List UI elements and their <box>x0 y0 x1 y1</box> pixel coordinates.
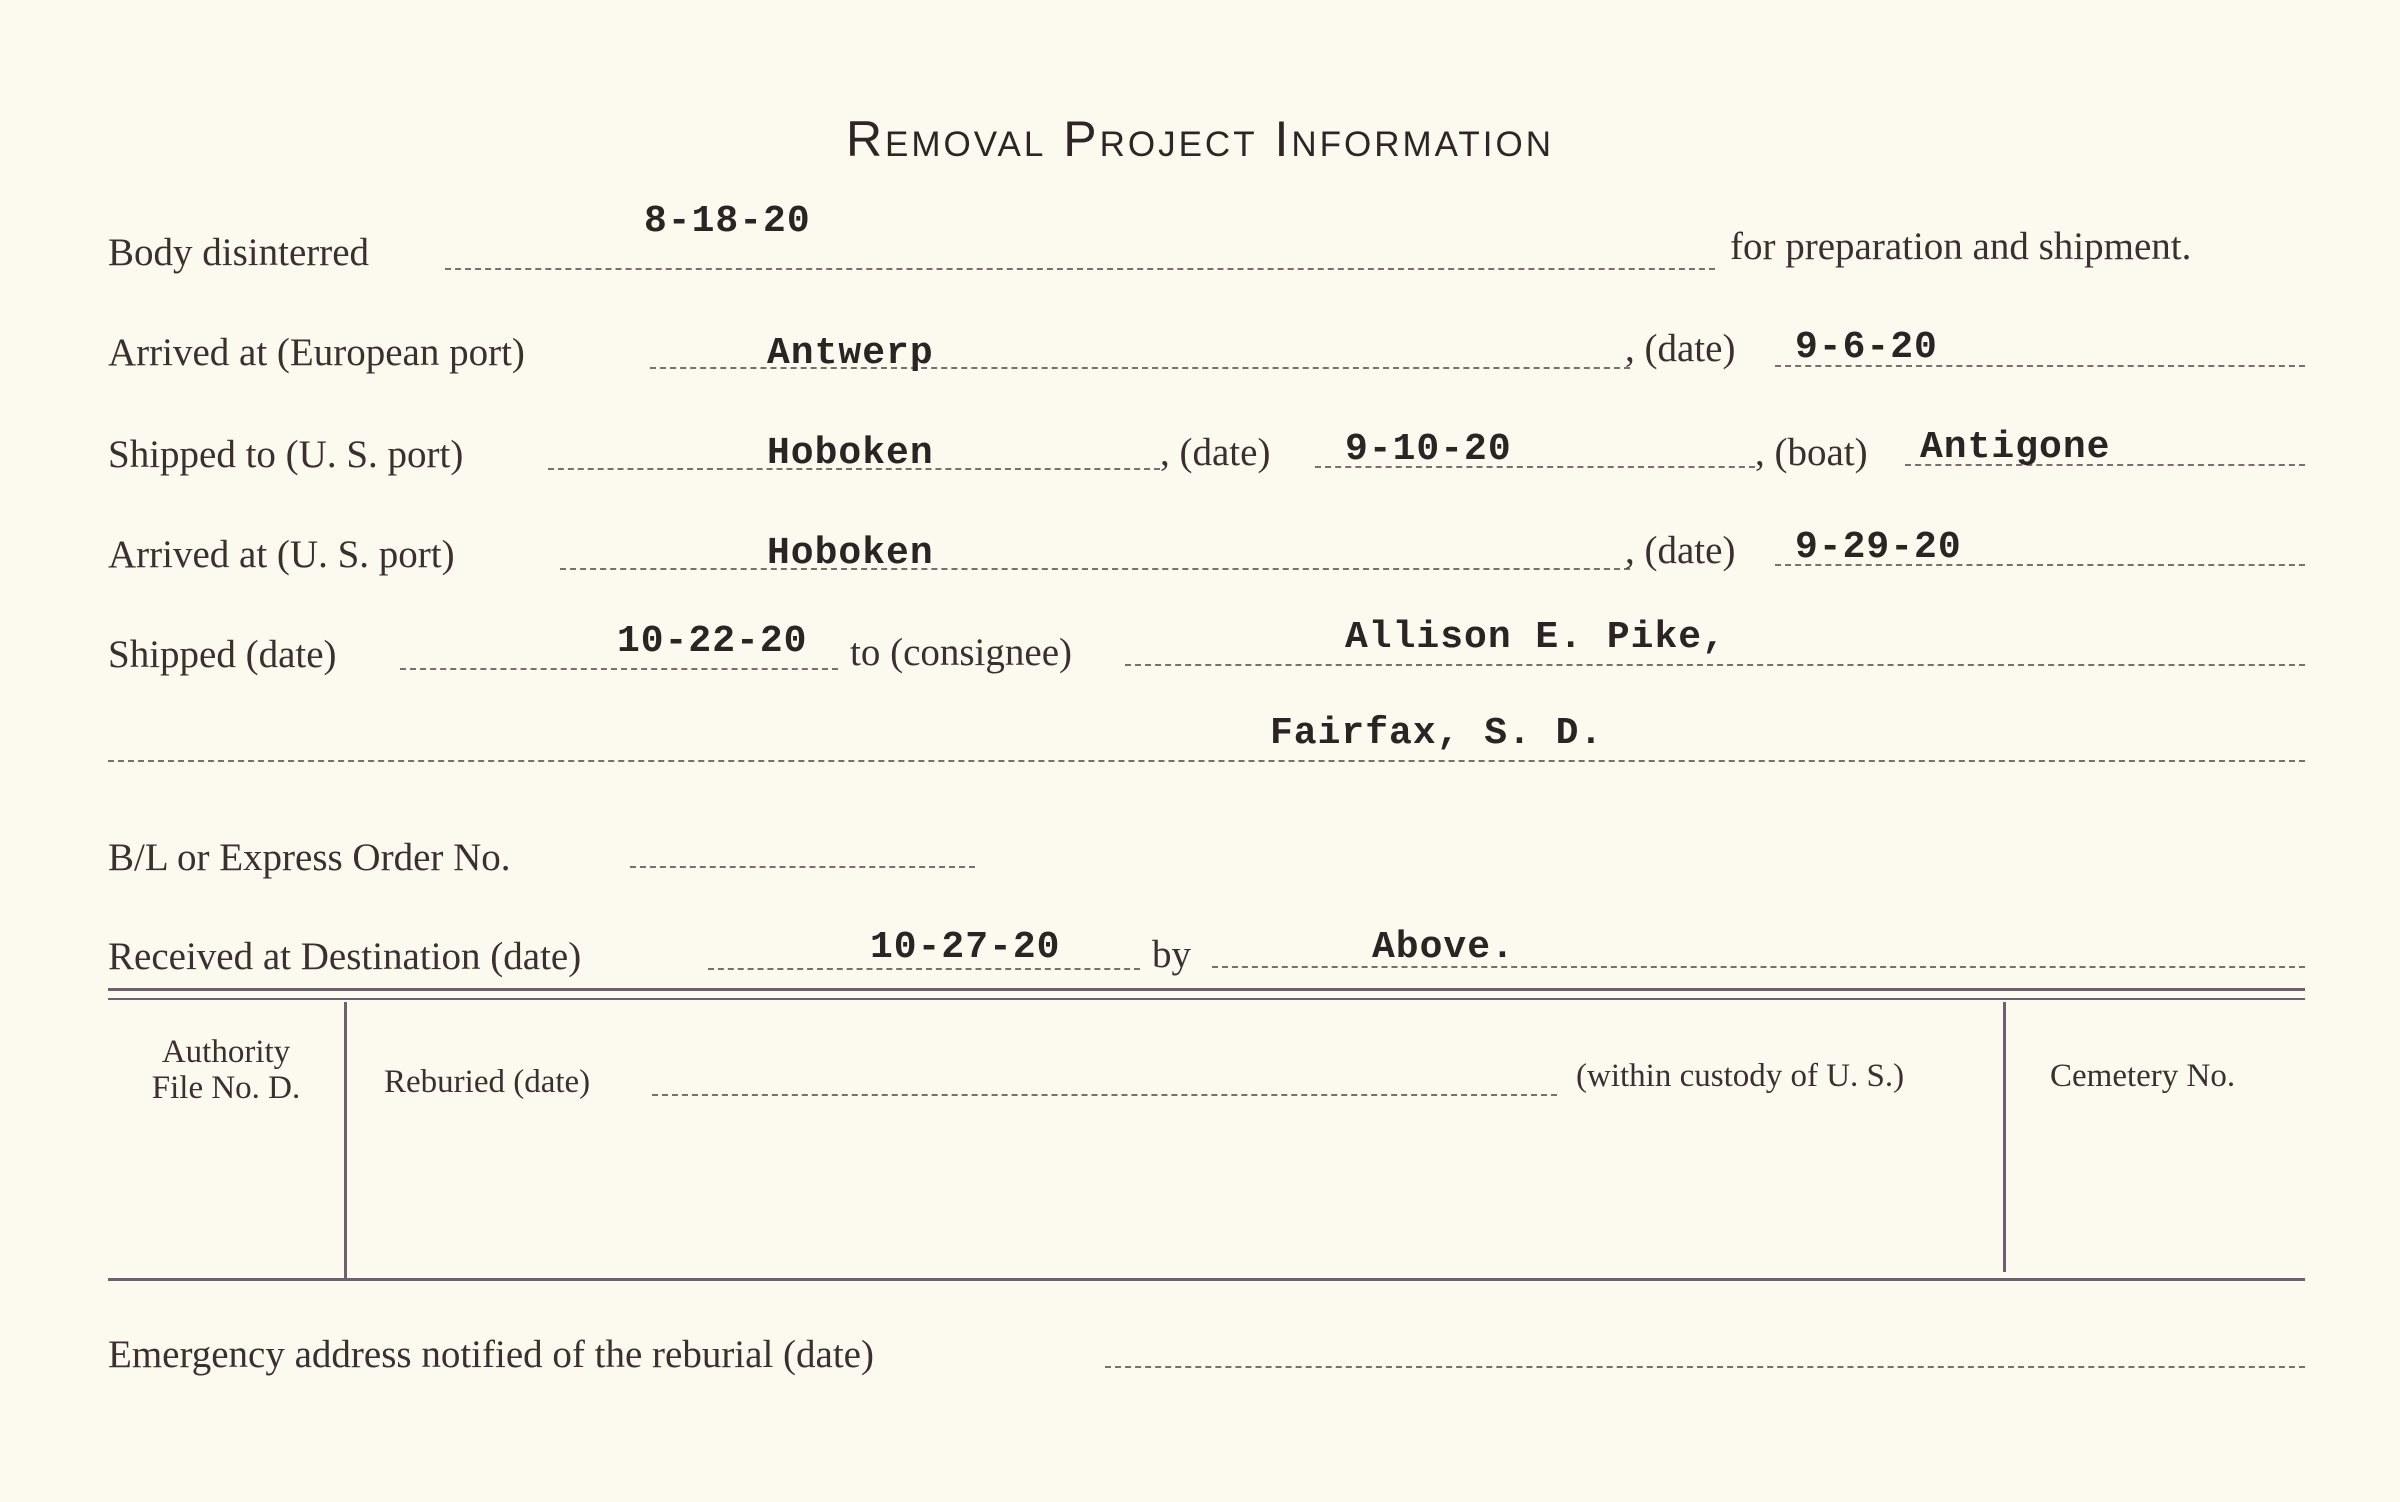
arrived-us-line <box>560 568 1630 570</box>
consignee-line <box>1125 664 2305 666</box>
authority-label-line1: Authority <box>161 1034 291 1070</box>
body-disinterred-suffix: for preparation and shipment. <box>1730 225 2192 268</box>
arrived-us-value: Hoboken <box>767 532 934 575</box>
table-bottom-rule <box>108 1278 2305 1281</box>
arrived-european-date-label: , (date) <box>1625 327 1736 370</box>
table-divider-right <box>2003 1002 2006 1272</box>
received-by-label: by <box>1152 933 1191 976</box>
reburied-line <box>652 1094 1557 1096</box>
arrived-us-date-value: 9-29-20 <box>1795 526 1962 569</box>
cemetery-no-label: Cemetery No. <box>2050 1058 2236 1094</box>
emergency-label: Emergency address notified of the reburial (date) <box>108 1333 874 1376</box>
arrived-us-label: Arrived at (U. S. port) <box>108 533 455 576</box>
bl-order-line <box>630 866 975 868</box>
arrived-european-label: Arrived at (European port) <box>108 331 525 374</box>
body-disinterred-label: Body disinterred <box>108 231 370 274</box>
consignee-value: Allison E. Pike, <box>1345 616 1726 659</box>
shipped-date-value: 10-22-20 <box>617 620 808 663</box>
arrived-european-date-value: 9-6-20 <box>1795 326 1938 369</box>
reburied-label: Reburied (date) <box>384 1064 591 1100</box>
custody-label: (within custody of U. S.) <box>1576 1058 1905 1094</box>
consignee-address-line <box>108 760 2305 762</box>
card-title: Removal Project Information <box>845 111 1555 167</box>
shipped-date-label: Shipped (date) <box>108 633 337 676</box>
arrived-european-value: Antwerp <box>767 332 934 375</box>
shipped-to-us-value: Hoboken <box>767 432 934 475</box>
emergency-line <box>1105 1366 2305 1368</box>
authority-label-line2: File No. D. <box>151 1070 301 1106</box>
table-divider-left <box>344 1002 347 1278</box>
table-top-rule-1 <box>108 988 2305 991</box>
shipped-date-line <box>400 668 838 670</box>
shipped-to-us-boat-label: , (boat) <box>1755 431 1868 474</box>
table-top-rule-2 <box>108 998 2305 1000</box>
consignee-address-value: Fairfax, S. D. <box>1270 712 1604 755</box>
received-value: 10-27-20 <box>870 926 1061 969</box>
arrived-us-date-label: , (date) <box>1625 529 1736 572</box>
shipped-to-us-date-label: , (date) <box>1160 431 1271 474</box>
authority-file-label <box>108 1034 344 1106</box>
received-by-value: Above. <box>1372 926 1515 969</box>
shipped-to-us-label: Shipped to (U. S. port) <box>108 433 464 476</box>
body-disinterred-value: 8-18-20 <box>644 200 811 243</box>
received-label: Received at Destination (date) <box>108 935 582 978</box>
shipped-to-us-date-value: 9-10-20 <box>1345 428 1512 471</box>
bl-order-label: B/L or Express Order No. <box>108 836 511 879</box>
body-disinterred-line <box>445 268 1715 270</box>
consignee-label: to (consignee) <box>850 631 1073 674</box>
shipped-to-us-boat-value: Antigone <box>1920 426 2111 469</box>
